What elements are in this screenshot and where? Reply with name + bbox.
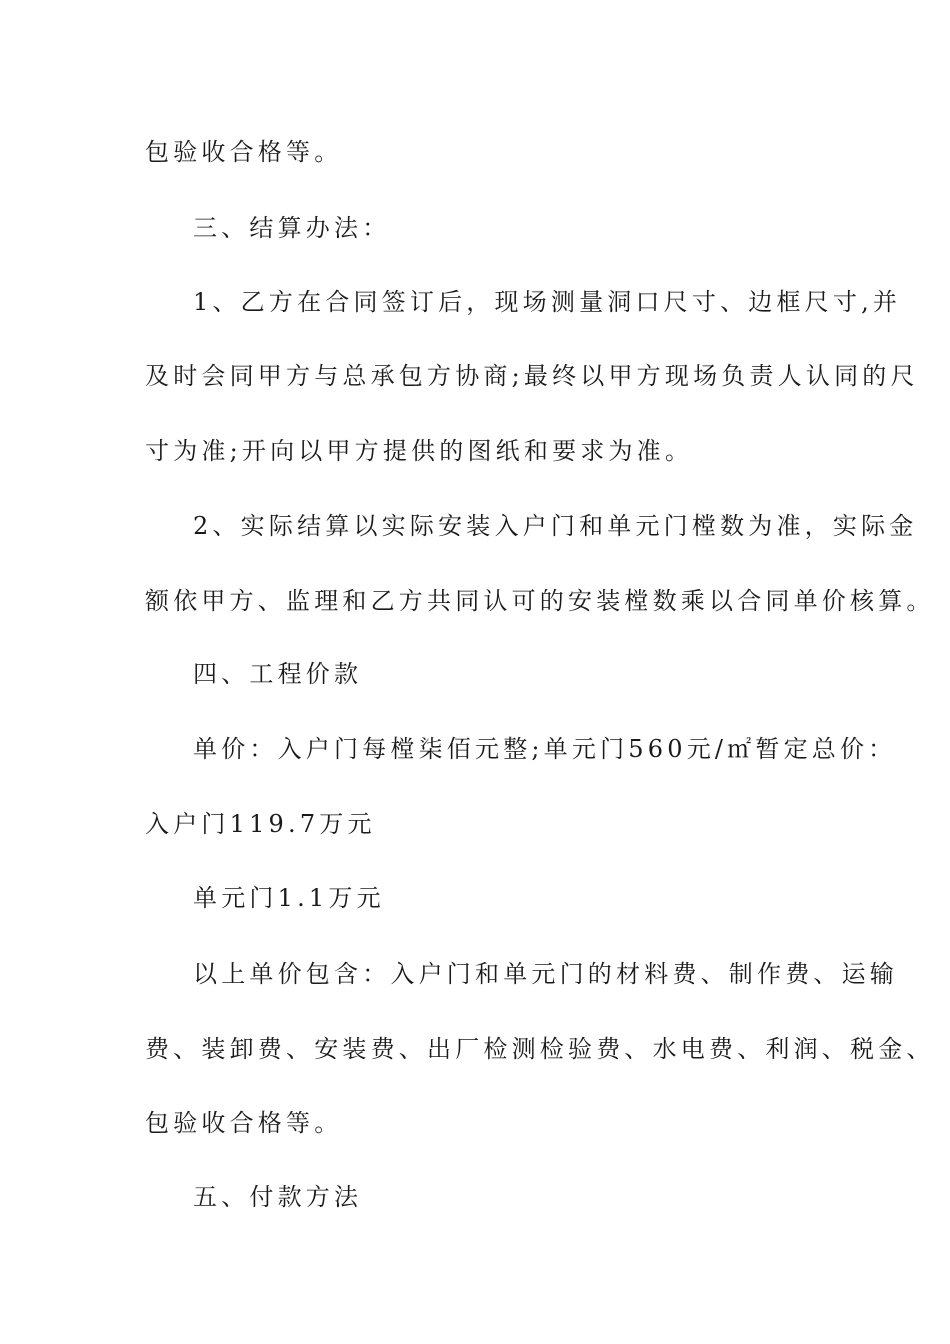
paragraph-line: 包验收合格等。 [145, 1109, 343, 1137]
section-heading: 三、结算办法： [193, 214, 391, 242]
paragraph-line: 以上单价包含：入户门和单元门的材料费、制作费、运输 [193, 960, 898, 988]
section-heading: 四、工程价款 [193, 660, 363, 688]
section-heading: 五、付款方法 [193, 1183, 363, 1211]
paragraph-line: 2、实际结算以实际安装入户门和单元门樘数为准，实际金 [193, 512, 918, 540]
paragraph-line: 寸为准;开向以甲方提供的图纸和要求为准。 [145, 437, 694, 465]
paragraph-line: 单价：入户门每樘柒佰元整;单元门560元/㎡暂定总价： [193, 735, 897, 763]
paragraph-line: 单元门1.1万元 [193, 884, 385, 912]
paragraph-line: 及时会同甲方与总承包方协商;最终以甲方现场负责人认同的尺 [145, 362, 919, 390]
paragraph-line: 费、装卸费、安装费、出厂检测检验费、水电费、利润、税金、 [145, 1035, 935, 1063]
paragraph-line: 入户门119.7万元 [145, 810, 376, 838]
paragraph-line: 包验收合格等。 [145, 138, 343, 166]
paragraph-line: 额依甲方、监理和乙方共同认可的安装樘数乘以合同单价核算。 [145, 587, 935, 615]
paragraph-line: 1、乙方在合同签订后，现场测量洞口尺寸、边框尺寸,并 [193, 288, 902, 316]
